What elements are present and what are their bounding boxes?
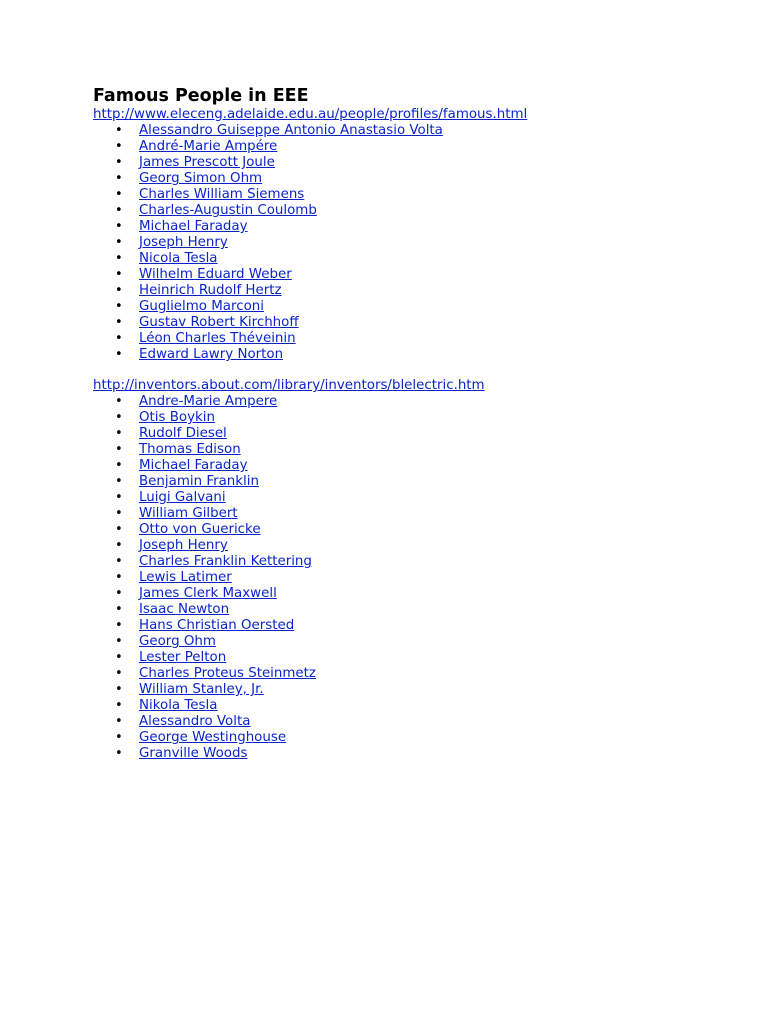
list-item <box>93 347 753 363</box>
bullet-icon: • <box>115 650 123 665</box>
person-link[interactable]: Isaac Newton <box>139 602 230 617</box>
list-item <box>93 123 753 139</box>
person-link[interactable]: Edward Lawry Norton <box>139 347 284 362</box>
person-link[interactable]: Guglielmo Marconi <box>139 299 264 314</box>
bullet-icon: • <box>115 666 123 681</box>
list-item <box>93 203 753 219</box>
bullet-icon: • <box>115 586 123 601</box>
bullet-icon: • <box>115 634 123 649</box>
bullet-icon: • <box>115 506 123 521</box>
bullet-icon: • <box>115 139 123 154</box>
person-link[interactable]: Otto von Guericke <box>139 522 261 537</box>
person-link[interactable]: Andre-Marie Ampere <box>139 394 278 409</box>
person-link[interactable]: James Clerk Maxwell <box>139 586 277 601</box>
list-item <box>93 682 753 698</box>
list-item <box>93 155 753 171</box>
bullet-icon: • <box>115 682 123 697</box>
person-link[interactable]: William Stanley, Jr. <box>139 682 264 697</box>
bullet-icon: • <box>115 442 123 457</box>
person-link[interactable]: Charles William Siemens <box>139 187 305 202</box>
bullet-icon: • <box>115 698 123 713</box>
bullet-icon: • <box>115 123 123 138</box>
list-item <box>93 251 753 267</box>
list-item <box>93 522 753 538</box>
bullet-icon: • <box>115 394 123 409</box>
list-item <box>93 187 753 203</box>
bullet-icon: • <box>115 474 123 489</box>
person-link[interactable]: Thomas Edison <box>139 442 241 457</box>
person-link[interactable]: Charles Franklin Kettering <box>139 554 312 569</box>
bullet-icon: • <box>115 554 123 569</box>
person-link[interactable]: Charles-Augustin Coulomb <box>139 203 317 218</box>
bullet-icon: • <box>115 251 123 266</box>
bullet-icon: • <box>115 410 123 425</box>
list-item <box>93 602 753 618</box>
section-spacer <box>93 363 753 378</box>
list-item <box>93 538 753 554</box>
bullet-icon: • <box>115 155 123 170</box>
bullet-icon: • <box>115 714 123 729</box>
person-link[interactable]: Léon Charles Théveinin <box>139 331 296 346</box>
list-item <box>93 139 753 155</box>
person-link[interactable]: Gustav Robert Kirchhoff <box>139 315 299 330</box>
list-item <box>93 219 753 235</box>
person-link[interactable]: Alessandro Volta <box>139 714 251 729</box>
bullet-icon: • <box>115 315 123 330</box>
list-item <box>93 394 753 410</box>
bullet-icon: • <box>115 570 123 585</box>
person-link[interactable]: Wilhelm Eduard Weber <box>139 267 292 282</box>
section-adelaide <box>93 107 753 363</box>
bullet-icon: • <box>115 267 123 282</box>
person-link[interactable]: George Westinghouse <box>139 730 287 745</box>
list-item <box>93 267 753 283</box>
list-item <box>93 283 753 299</box>
person-link[interactable]: Lewis Latimer <box>139 570 232 585</box>
person-link[interactable]: Nicola Tesla <box>139 251 218 266</box>
person-link[interactable]: Nikola Tesla <box>139 698 218 713</box>
list-item <box>93 554 753 570</box>
person-link[interactable]: Georg Simon Ohm <box>139 171 263 186</box>
person-link[interactable]: James Prescott Joule <box>139 155 275 170</box>
list-item <box>93 410 753 426</box>
bullet-icon: • <box>115 171 123 186</box>
bullet-icon: • <box>115 299 123 314</box>
list-item <box>93 426 753 442</box>
bullet-icon: • <box>115 730 123 745</box>
list-item <box>93 570 753 586</box>
list-item <box>93 299 753 315</box>
list-item <box>93 506 753 522</box>
list-item <box>93 586 753 602</box>
person-link[interactable]: Otis Boykin <box>139 410 216 425</box>
bullet-icon: • <box>115 522 123 537</box>
person-link[interactable]: Heinrich Rudolf Hertz <box>139 283 282 298</box>
person-link[interactable]: Georg Ohm <box>139 634 216 649</box>
list-item <box>93 331 753 347</box>
person-link[interactable]: Michael Faraday <box>139 219 248 234</box>
source-url-link[interactable]: http://www.eleceng.adelaide.edu.au/people/profiles/famous.html <box>93 107 528 122</box>
list-item <box>93 746 753 762</box>
person-link[interactable]: André-Marie Ampére <box>139 139 278 154</box>
person-link[interactable]: William Gilbert <box>139 506 238 521</box>
person-link[interactable]: Benjamin Franklin <box>139 474 259 489</box>
person-link[interactable]: Lester Pelton <box>139 650 227 665</box>
people-list <box>93 394 753 762</box>
person-link[interactable]: Michael Faraday <box>139 458 248 473</box>
list-item <box>93 650 753 666</box>
bullet-icon: • <box>115 538 123 553</box>
list-item <box>93 634 753 650</box>
list-item <box>93 490 753 506</box>
list-item <box>93 442 753 458</box>
bullet-icon: • <box>115 602 123 617</box>
source-url-link[interactable]: http://inventors.about.com/library/inventors/blelectric.htm <box>93 378 485 393</box>
bullet-icon: • <box>115 458 123 473</box>
person-link[interactable]: Joseph Henry <box>139 235 228 250</box>
person-link[interactable]: Hans Christian Oersted <box>139 618 295 633</box>
list-item <box>93 730 753 746</box>
bullet-icon: • <box>115 347 123 362</box>
person-link[interactable]: Alessandro Guiseppe Antonio Anastasio Volta <box>139 123 443 138</box>
list-item <box>93 666 753 682</box>
bullet-icon: • <box>115 746 123 761</box>
bullet-icon: • <box>115 331 123 346</box>
list-item <box>93 458 753 474</box>
bullet-icon: • <box>115 426 123 441</box>
list-item <box>93 714 753 730</box>
bullet-icon: • <box>115 219 123 234</box>
people-list <box>93 123 753 363</box>
bullet-icon: • <box>115 618 123 633</box>
list-item <box>93 474 753 490</box>
person-link[interactable]: Granville Woods <box>139 746 248 761</box>
bullet-icon: • <box>115 283 123 298</box>
bullet-icon: • <box>115 203 123 218</box>
bullet-icon: • <box>115 187 123 202</box>
list-item <box>93 618 753 634</box>
person-link[interactable]: Luigi Galvani <box>139 490 226 505</box>
section-inventors <box>93 378 753 762</box>
document-body <box>93 86 753 762</box>
list-item <box>93 698 753 714</box>
bullet-icon: • <box>115 235 123 250</box>
list-item <box>93 171 753 187</box>
person-link[interactable]: Joseph Henry <box>139 538 228 553</box>
bullet-icon: • <box>115 490 123 505</box>
person-link[interactable]: Charles Proteus Steinmetz <box>139 666 316 681</box>
list-item <box>93 235 753 251</box>
page-title: Famous People in EEE <box>93 86 309 106</box>
person-link[interactable]: Rudolf Diesel <box>139 426 227 441</box>
list-item <box>93 315 753 331</box>
